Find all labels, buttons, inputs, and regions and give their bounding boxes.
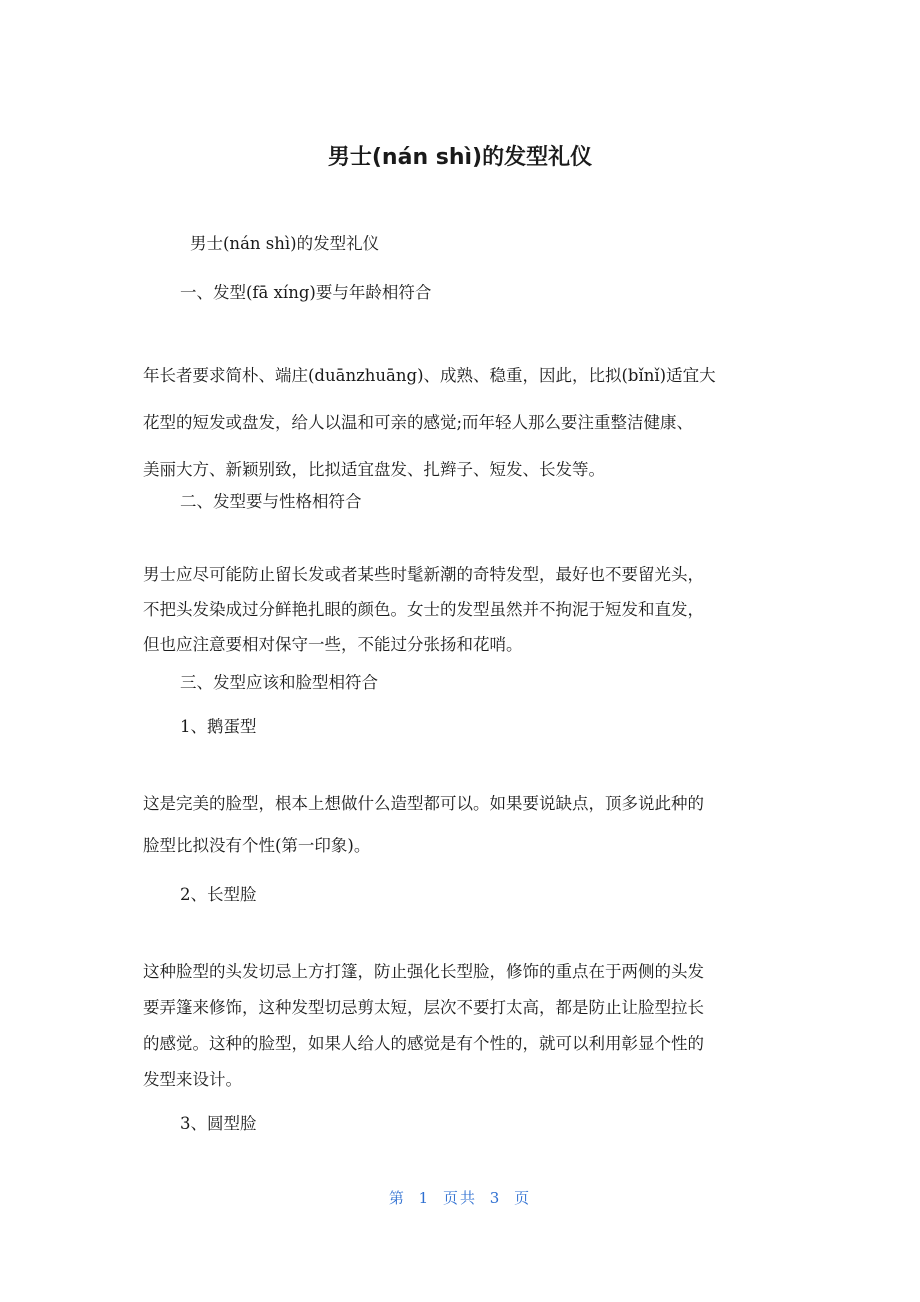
paragraph-line: 要弄篷来修饰，这种发型切忌剪太短，层次不要打太高，都是防止让脸型拉长 <box>143 998 704 1017</box>
item2-paragraph <box>143 960 778 1098</box>
paragraph-line: 花型的短发或盘发，给人以温和可亲的感觉;而年轻人那么要注重整洁健康、 <box>143 413 694 432</box>
paragraph-line: 这是完美的脸型，根本上想做什么造型都可以。如果要说缺点，顶多说此种的 <box>143 794 704 813</box>
page-number-footer: 第 1 页共 3 页 <box>388 1189 532 1207</box>
section1-paragraph <box>143 364 778 488</box>
section2-heading: 二、发型要与性格相符合 <box>180 492 362 511</box>
document-subtitle: 男士(nán shì)的发型礼仪 <box>190 234 380 253</box>
paragraph-line: 但也应注意要相对保守一些，不能过分张扬和花哨。 <box>143 635 523 654</box>
item2-heading: 2、长型脸 <box>180 885 257 904</box>
item1-heading: 1、鹅蛋型 <box>180 717 257 736</box>
paragraph-line: 美丽大方、新颖别致，比拟适宜盘发、扎辫子、短发、长发等。 <box>143 460 605 479</box>
paragraph-line: 这种脸型的头发切忌上方打篷，防止强化长型脸，修饰的重点在于两侧的头发 <box>143 962 704 981</box>
paragraph-line: 的感觉。这种的脸型，如果人给人的感觉是有个性的，就可以利用彰显个性的 <box>143 1034 704 1053</box>
paragraph-line: 年长者要求简朴、端庄(duānzhuāng)、成熟、稳重，因此，比拟(bǐnǐ)适宜大 <box>143 366 716 385</box>
paragraph-line: 发型来设计。 <box>143 1070 242 1089</box>
section2-paragraph <box>143 563 778 663</box>
section1-heading: 一、发型(fā xíng)要与年龄相符合 <box>180 283 432 302</box>
item3-heading: 3、圆型脸 <box>180 1114 257 1133</box>
paragraph-line: 脸型比拟没有个性(第一印象)。 <box>143 836 371 855</box>
item1-paragraph <box>143 792 778 864</box>
paragraph-line: 男士应尽可能防止留长发或者某些时髦新潮的奇特发型，最好也不要留光头， <box>143 565 704 584</box>
section3-heading: 三、发型应该和脸型相符合 <box>180 673 378 692</box>
document-title: 男士(nán shì)的发型礼仪 <box>327 145 593 170</box>
paragraph-line: 不把头发染成过分鲜艳扎眼的颜色。女士的发型虽然并不拘泥于短发和直发， <box>143 600 704 619</box>
